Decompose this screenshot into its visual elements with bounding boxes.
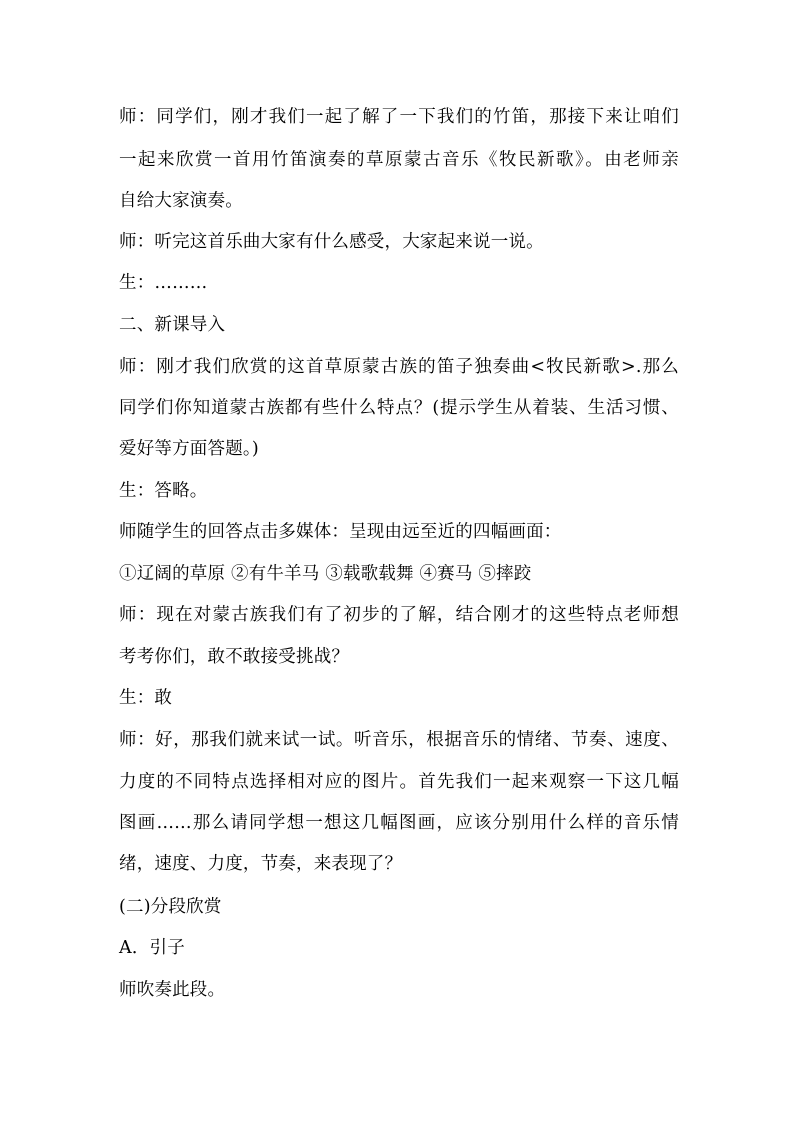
paragraph-line-19: 绪，速度、力度，节奏，来表现了？ [119, 854, 403, 874]
paragraph-line-12: ①辽阔的草原 ②有牛羊马 ③载歌载舞 ④赛马 ⑤摔跤 [119, 564, 532, 584]
paragraph-line-17: 力度的不同特点选择相对应的图片。首先我们一起来观察一下这几幅 [119, 772, 679, 792]
paragraph-line-5: 生：……… [119, 273, 208, 293]
paragraph-line-7: 师：刚才我们欣赏的这首草原蒙古族的笛子独奏曲<牧民新歌>.那么 [119, 357, 679, 377]
paragraph-line-15: 生：敢 [119, 688, 173, 708]
paragraph-line-18: 图画……那么请同学想一想这几幅图画，应该分别用什么样的音乐情 [119, 813, 679, 833]
paragraph-line-13: 师：现在对蒙古族我们有了初步的了解，结合刚才的这些特点老师想 [119, 605, 679, 625]
paragraph-line-2: 一起来欣赏一首用竹笛演奏的草原蒙古音乐《牧民新歌》。由老师亲 [119, 150, 679, 170]
paragraph-line-11: 师随学生的回答点击多媒体：呈现由远至近的四幅画面： [119, 522, 562, 542]
paragraph-line-16: 师：好，那我们就来试一试。听音乐，根据音乐的情绪、节奏、速度、 [119, 730, 679, 750]
paragraph-line-22: 师吹奏此段。 [119, 980, 226, 1000]
paragraph-line-4: 师：听完这首乐曲大家有什么感受，大家起来说一说。 [119, 232, 544, 252]
paragraph-line-10: 生：答略。 [119, 481, 208, 501]
subsection-heading-intro: A．引子 [119, 938, 185, 958]
section-heading-segment-appreciation: (二)分段欣赏 [119, 897, 222, 917]
paragraph-line-1: 师：同学们，刚才我们一起了解了一下我们的竹笛，那接下来让咱们 [119, 107, 679, 127]
paragraph-line-9: 爱好等方面答题。) [119, 439, 259, 459]
paragraph-line-8: 同学们你知道蒙古族都有些什么特点？(提示学生从着装、生活习惯、 [119, 398, 679, 418]
paragraph-line-14: 考考你们，敢不敢接受挑战？ [119, 647, 350, 667]
paragraph-line-3: 自给大家演奏。 [119, 191, 243, 211]
section-heading-new-lesson: 二、新课导入 [119, 315, 226, 335]
